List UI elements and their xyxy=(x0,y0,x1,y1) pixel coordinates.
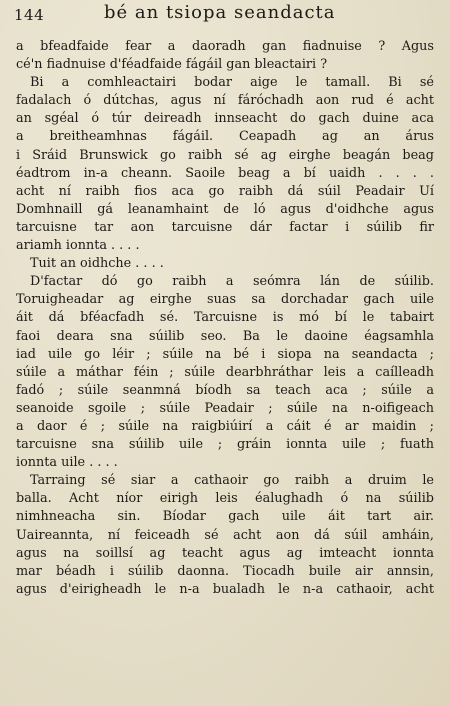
text-line: fadó ; súile seanmná bíodh sa teach aca ; súile a xyxy=(16,382,434,398)
body-text xyxy=(16,38,434,706)
text-line: cé'n fiadnuise d'féadfaide fágáil gan bleactairi ? xyxy=(16,57,328,73)
text-line: D'factar dó go raibh a seómra lán de súilib. xyxy=(30,274,434,290)
text-line: acht ní raibh fios aca go raibh dá súil Peadair Uí xyxy=(16,183,434,199)
page-number: 144 xyxy=(14,6,45,24)
text-line: tarcuisne tar aon tarcuisne dár factar i súilib fir xyxy=(16,219,434,235)
text-line: éadtrom in-a cheann. Saoile beag a bí uaidh . . . . xyxy=(16,165,434,181)
text-line: áit dá bféacfadh sé. Tarcuisne is mó bí le tabairt xyxy=(16,310,434,326)
text-line: Tuit an oidhche . . . . xyxy=(30,256,164,272)
text-line: Tarraing sé siar a cathaoir go raibh a druim le xyxy=(30,473,434,489)
running-head: bé an tsiopa seandacta xyxy=(104,2,336,23)
text-line: agus d'eirigheadh le n-a bualadh le n-a cathaoir, acht xyxy=(16,581,434,597)
text-line: ariamh ionnta . . . . xyxy=(16,238,140,254)
text-line: nimhneacha sin. Bíodar gach uile áit tart air. xyxy=(16,509,434,525)
text-line: Toruigheadar ag eirghe suas sa dorchadar gach uile xyxy=(16,292,434,308)
text-line: Bi a comhleactairi bodar aige le tamall. Bi sé xyxy=(30,75,434,91)
text-line: tarcuisne sna súilib uile ; gráin ionnta uile ; fuath xyxy=(16,437,434,453)
text-line: Uaireannta, ní feiceadh sé acht aon dá súil amháin, xyxy=(16,527,434,543)
text-line: fadalach ó dútchas, agus ní fáróchadh aon rud é acht xyxy=(16,93,434,109)
text-line: i Sráid Brunswick go raibh sé ag eirghe beagán beag xyxy=(16,147,434,163)
text-line: a daor é ; súile na raigbiúirí a cáit é ar maidin ; xyxy=(16,418,434,434)
text-line: ionnta uile . . . . xyxy=(16,455,118,471)
text-line: a breitheamhnas fágáil. Ceapadh ag an árus xyxy=(16,129,434,145)
text-line: a bfeadfaide fear a daoradh gan fiadnuise ? Agus xyxy=(16,39,434,54)
text-line: súile a máthar féin ; súile dearbhráthar leis a caílleadh xyxy=(16,364,434,380)
text-line: agus na soillsí ag teacht agus ag imteacht ionnta xyxy=(16,545,434,561)
text-line: seanoide sgoile ; súile Peadair ; súile na n-oifigeach xyxy=(16,400,434,416)
page-header xyxy=(14,2,438,28)
text-line: balla. Acht níor eirigh leis éalughadh ó na súilib xyxy=(16,491,434,507)
text-line: an sgéal ó túr deireadh innseacht do gach duine aca xyxy=(16,111,434,127)
text-line: iad uile go léir ; súile na bé i siopa na seandacta ; xyxy=(16,346,434,362)
text-line: Domhnaill gá leanamhaint de ló agus d'oidhche agus xyxy=(16,201,434,217)
text-line: faoi deara sna súilib seo. Ba le daoine éagsamhla xyxy=(16,328,434,344)
text-line: mar béadh i súilib daonna. Tiocadh buile air annsin, xyxy=(16,563,434,579)
